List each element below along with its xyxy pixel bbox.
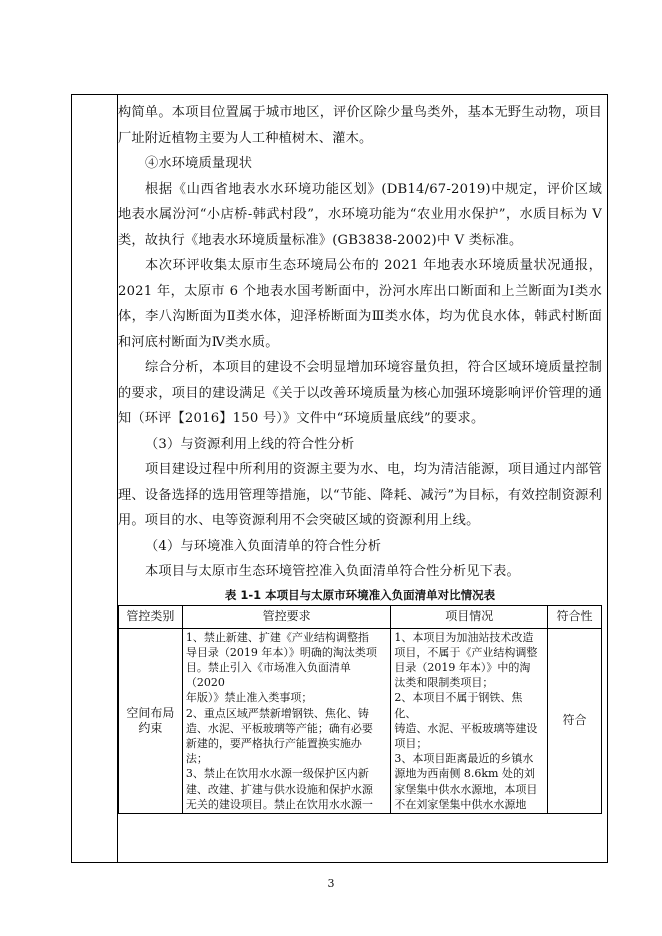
paragraph-summary: 综合分析，本项目的建设不会明显增加环境容量负担，符合区域环境质量控制的要求，项目的建设满足《关于以改善环境质量为核心加强环境影响评价管理的通知（环评【2016】150 号）》文件中“环境质量底线”的要求。	[118, 360, 602, 426]
table-header-row	[119, 605, 602, 628]
page-number: 3	[327, 877, 335, 890]
section-4-heading: （4）与环境准入负面清单的符合性分析	[145, 538, 382, 554]
situation-line: 1、本项目为加油站技术改造	[394, 630, 534, 644]
situation-line: 源地为西南侧 8.6km 处的刘	[394, 767, 535, 781]
header-situation: 项目情况	[391, 605, 548, 628]
requirement-line: 无关的建设项目。禁止在饮用水水源一	[185, 797, 373, 811]
situation-line: 铸造、水泥、平板玻璃等建设	[394, 721, 538, 735]
content-area	[118, 100, 602, 814]
situation-line: 3、本项目距离最近的乡镇水	[394, 752, 534, 766]
requirement-line: 3、禁止在饮用水水源一级保护区内新	[185, 767, 369, 781]
table-caption: 表 1-1 本项目与太原市环境准入负面清单对比情况表	[224, 587, 496, 602]
situation-line: 项目，不属于《产业结构调整	[394, 645, 538, 659]
situation-line: 目录（2019 年本）》中的淘	[394, 660, 531, 674]
header-compliance: 符合性	[548, 605, 602, 628]
requirement-line: 年版）》禁止准入类事项；	[185, 691, 313, 705]
paragraph-resource-use: 项目建设过程中所利用的资源主要为水、电，均为清洁能源，项目通过内部管理、设备选择的选用管理等措施，以“节能、降耗、减污”为目标，有效控制资源利用。项目的水、电等资源利用不会突破区域的资源利用上线。	[118, 462, 602, 528]
cell-category: 空间布局约束	[119, 628, 183, 813]
situation-line: 2、本项目不属于钢铁、焦化、	[394, 691, 523, 720]
cell-compliance: 符合	[548, 628, 602, 813]
header-requirements: 管控要求	[182, 605, 391, 628]
requirement-line: 新建的，要严格执行产能置换实施办	[185, 736, 362, 750]
situation-line: 项目；	[394, 736, 428, 750]
header-category: 管控类别	[119, 605, 183, 628]
requirement-line: 造、水泥、平板玻璃等产能；确有必要	[185, 721, 373, 735]
paragraph-table-intro: 本项目与太原市生态环境管控准入负面清单符合性分析见下表。	[145, 564, 520, 579]
paragraph-continuation: 构简单。本项目位置属于城市地区，评价区除少量鸟类外，基本无野生动物，项目厂址附近植物主要为人工种植树木、灌木。	[118, 105, 602, 146]
requirement-line: 目。禁止引入《市场准入负面清单（2020	[185, 660, 351, 690]
requirement-line: 1、禁止新建、扩建《产业结构调整指	[185, 630, 369, 644]
situation-line: 不在刘家堡集中供水水源地	[394, 797, 527, 811]
requirement-line: 导目录（2019 年本）》明确的淘汰类项	[185, 645, 377, 659]
requirement-line: 2、重点区域严禁新增钢铁、焦化、铸	[185, 706, 369, 720]
cell-situation	[391, 628, 548, 813]
paragraph-water-bulletin: 本次环评收集太原市生态环境局公布的 2021 年地表水环境质量状况通报，2021 年，太原市 6 个地表水国考断面中，汾河水库出口断面和上兰断面为Ⅰ类水体，李八沟断面为Ⅱ类水体，迎泽桥断面为Ⅲ类水体，均为优良水体，韩武村断面和河底村断面为Ⅳ类水质。	[118, 258, 602, 350]
requirement-line: 建、改建、扩建与供水设施和保护水源	[185, 782, 373, 796]
water-quality-heading: ④水环境质量现状	[145, 156, 253, 171]
negative-list-table	[118, 605, 602, 814]
requirement-line: 法；	[185, 752, 208, 766]
situation-line: 汰类和限制类项目；	[394, 676, 494, 690]
paragraph-water-function: 根据《山西省地表水水环境功能区划》(DB14/67-2019)中规定，评价区域地表水属汾河“小店桥-韩武村段”，水环境功能为“农业用水保护”，水质目标为 V 类，故执行《地表水环境质量标准》(GB3838-2002)中 V 类标准。	[118, 181, 602, 248]
situation-line: 家堡集中供水水源地，本项目	[394, 782, 538, 796]
table-row	[119, 628, 602, 813]
cell-requirements	[182, 628, 391, 813]
section-3-heading: （3）与资源利用上线的符合性分析	[145, 436, 355, 452]
